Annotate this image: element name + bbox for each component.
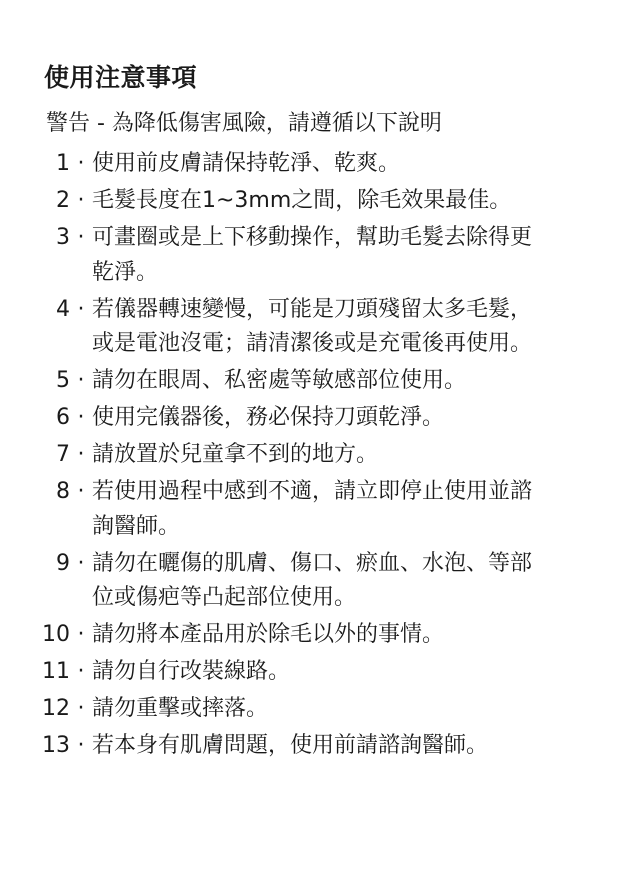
item-separator: ·: [77, 550, 85, 576]
page-title: 使用注意事項: [44, 63, 198, 92]
item-text: 使用完儀器後，務必保持刀頭乾淨。: [92, 405, 445, 430]
item-separator: ·: [77, 696, 85, 721]
list-item: [40, 184, 600, 219]
item-number: 2: [56, 188, 70, 213]
item-text: 請勿將本產品用於除毛以外的事情。: [92, 622, 445, 647]
item-text: 請勿重擊或摔落。: [92, 696, 269, 721]
item-text: 請放置於兒童拿不到的地方。: [92, 442, 379, 467]
warning-line: 警告 - 為降低傷害風險，請遵循以下說明: [46, 111, 442, 136]
item-number: 4: [56, 296, 70, 322]
item-text: 若使用過程中感到不適，請立即停止使用並諮詢醫師。: [92, 479, 533, 539]
item-text: 毛髮長度在1~3mm之間，除毛效果最佳。: [92, 188, 512, 213]
item-separator: ·: [77, 225, 85, 250]
item-number: 12: [42, 696, 70, 721]
item-number: 9: [56, 550, 70, 576]
list-item: [40, 475, 600, 544]
item-separator: ·: [77, 188, 85, 213]
list-item: [40, 401, 600, 436]
list-item: [40, 147, 600, 182]
item-separator: ·: [77, 659, 85, 684]
item-separator: ·: [77, 622, 85, 647]
item-text: 請勿在曬傷的肌膚、傷口、瘀血、水泡、等部位或傷疤等凸起部位使用。: [92, 550, 533, 610]
precaution-list: [40, 147, 600, 766]
list-item: [40, 618, 600, 653]
item-separator: ·: [77, 151, 85, 176]
item-number: 3: [56, 225, 70, 250]
list-item: [40, 221, 600, 290]
item-number: 10: [42, 622, 70, 647]
list-item: [40, 547, 600, 616]
item-text: 請勿自行改裝線路。: [92, 659, 291, 684]
list-item: [40, 692, 600, 727]
item-number: 8: [56, 479, 70, 504]
item-text: 請勿在眼周、私密處等敏感部位使用。: [92, 368, 467, 393]
item-separator: ·: [77, 405, 85, 430]
list-item: [40, 364, 600, 399]
list-item: [40, 655, 600, 690]
item-number: 1: [56, 151, 70, 176]
item-separator: ·: [77, 733, 85, 758]
item-number: 6: [56, 405, 70, 430]
item-separator: ·: [77, 442, 85, 467]
list-item: [40, 729, 600, 764]
item-separator: ·: [77, 479, 85, 504]
item-number: 11: [42, 659, 70, 684]
list-item: [40, 293, 600, 362]
item-text: 使用前皮膚請保持乾淨、乾爽。: [92, 151, 401, 176]
item-separator: ·: [77, 296, 85, 322]
item-number: 5: [56, 368, 70, 393]
list-item: [40, 438, 600, 473]
item-text: 若儀器轉速變慢，可能是刀頭殘留太多毛髮，或是電池沒電；請清潔後或是充電後再使用。: [92, 296, 533, 356]
item-text: 若本身有肌膚問題，使用前請諮詢醫師。: [92, 733, 489, 758]
item-text: 可畫圈或是上下移動操作，幫助毛髮去除得更乾淨。: [92, 225, 533, 285]
item-number: 7: [56, 442, 70, 467]
item-number: 13: [42, 733, 70, 758]
item-separator: ·: [77, 368, 85, 393]
